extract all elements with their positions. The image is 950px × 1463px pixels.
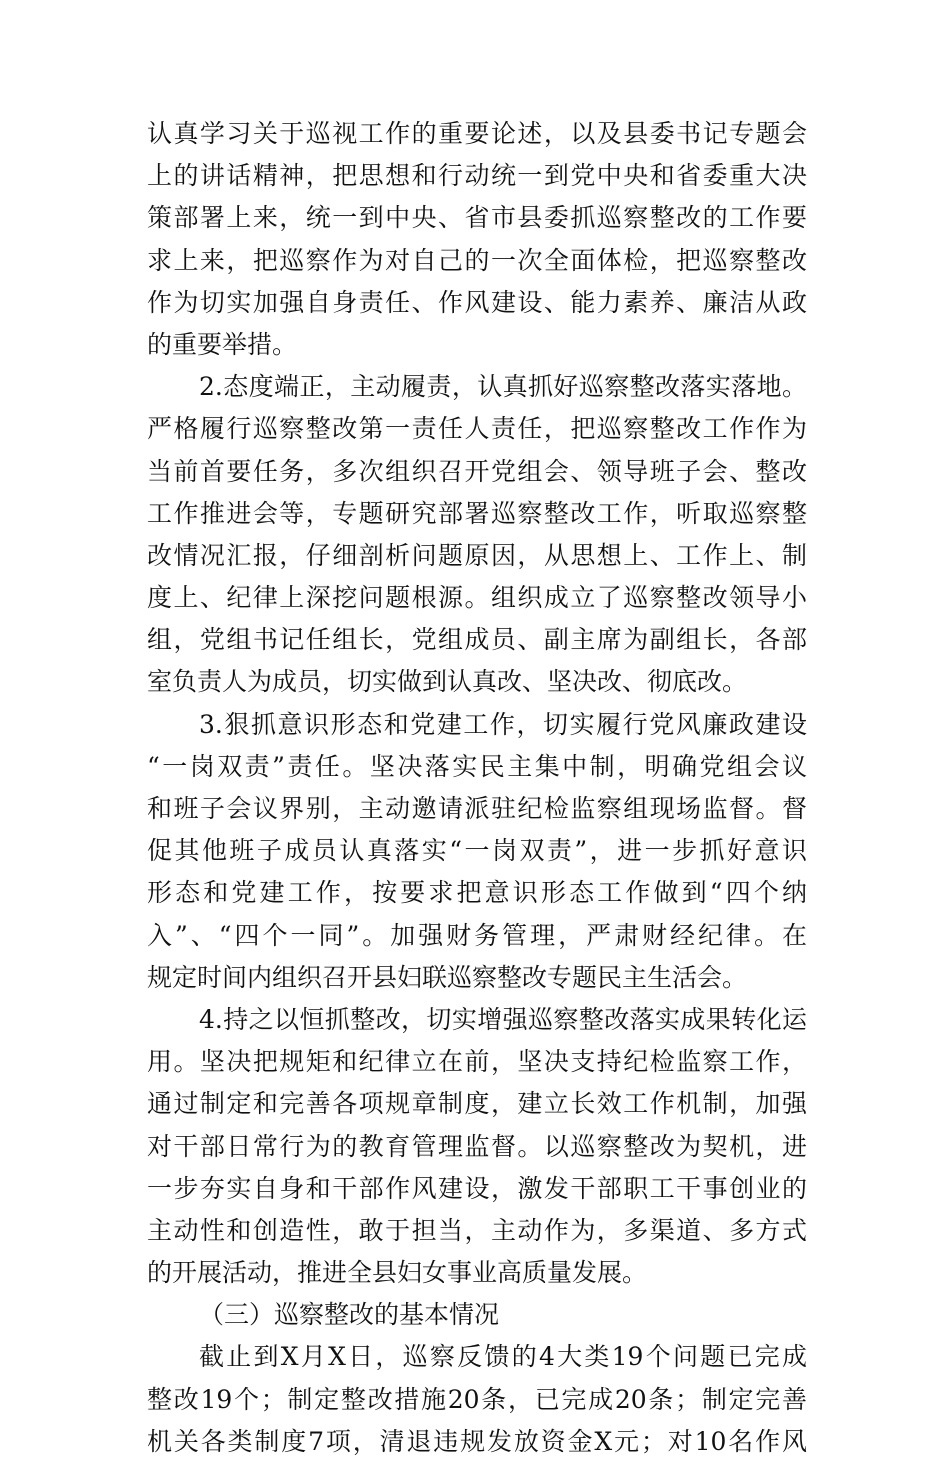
text-line: 工作推进会等，专题研究部署巡察整改工作，听取巡察整	[147, 498, 807, 528]
text-line: 截止到X月X日，巡察反馈的4大类19个问题已完成	[199, 1342, 807, 1372]
section-heading-3	[147, 1294, 807, 1336]
text-line: 促其他班子成员认真落实“一岗双责”，进一步抓好意识	[147, 836, 807, 866]
paragraph-item-3	[147, 704, 807, 999]
text-line: 改情况汇报，仔细剖析问题原因，从思想上、工作上、制	[147, 540, 807, 570]
text-line: 严格履行巡察整改第一责任人责任，把巡察整改工作作为	[147, 414, 807, 444]
text-line: 整改19个；制定整改措施20条，已完成20条；制定完善	[147, 1384, 807, 1414]
text-line: 3.狠抓意识形态和党建工作，切实履行党风廉政建设	[199, 709, 807, 739]
text-line: 的开展活动，推进全县妇女事业高质量发展。	[147, 1258, 648, 1288]
text-line: 策部署上来，统一到中央、省市县委抓巡察整改的工作要	[147, 203, 807, 233]
text-line: 一步夯实自身和干部作风建设，激发干部职工干事创业的	[147, 1173, 807, 1203]
text-line: 认真学习关于巡视工作的重要论述，以及县委书记专题会	[147, 119, 807, 148]
paragraph-basic-situation	[147, 1336, 807, 1463]
text-line: “一岗双责”责任。坚决落实民主集中制，明确党组会议	[147, 751, 807, 781]
text-line: 入”、“四个一同”。加强财务管理，严肃财经纪律。在	[147, 920, 807, 950]
text-line: 形态和党建工作，按要求把意识形态工作做到“四个纳	[147, 878, 807, 908]
text-line: （三）巡察整改的基本情况	[199, 1300, 500, 1330]
text-line: 组，党组书记任组长，党组成员、副主席为副组长，各部	[147, 625, 807, 655]
text-line: 通过制定和完善各项规章制度，建立长效工作机制，加强	[147, 1089, 807, 1119]
text-line: 的重要举措。	[147, 329, 298, 359]
text-line: 度上、纪律上深挖问题根源。组织成立了巡察整改领导小	[147, 583, 807, 613]
text-line: 室负责人为成员，切实做到认真改、坚决改、彻底改。	[147, 667, 748, 697]
text-line: 主动性和创造性，敢于担当，主动作为，多渠道、多方式	[147, 1215, 807, 1245]
text-line: 2.态度端正，主动履责，认真抓好巡察整改落实落地。	[199, 372, 807, 402]
text-line: 和班子会议界别，主动邀请派驻纪检监察组现场监督。督	[147, 794, 807, 823]
text-line: 当前首要任务，多次组织召开党组会、领导班子会、整改	[147, 456, 807, 486]
text-line: 规定时间内组织召开县妇联巡察整改专题民主生活会。	[147, 962, 748, 992]
paragraph-item-4	[147, 999, 807, 1294]
paragraph-study	[147, 113, 807, 366]
text-line: 4.持之以恒抓整改，切实增强巡察整改落实成果转化运	[199, 1004, 807, 1034]
text-line: 作为切实加强自身责任、作风建设、能力素养、廉洁从政	[147, 287, 807, 317]
document-body	[147, 113, 807, 1463]
text-line: 用。坚决把规矩和纪律立在前，坚决支持纪检监察工作，	[147, 1047, 807, 1077]
text-line: 上的讲话精神，把思想和行动统一到党中央和省委重大决	[147, 161, 807, 191]
paragraph-item-2	[147, 366, 807, 704]
text-line: 对干部日常行为的教育管理监督。以巡察整改为契机，进	[147, 1131, 807, 1161]
text-line: 机关各类制度7项，清退违规发放资金X元；对10名作风	[147, 1426, 807, 1456]
text-line: 求上来，把巡察作为对自己的一次全面体检，把巡察整改	[147, 245, 807, 275]
